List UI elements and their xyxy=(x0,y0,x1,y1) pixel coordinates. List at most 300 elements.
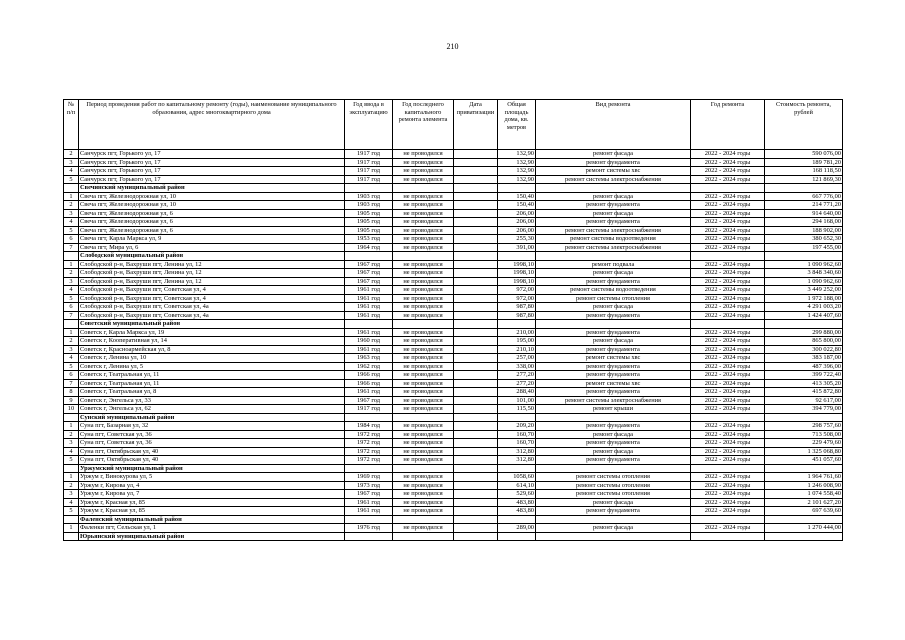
section-row xyxy=(64,515,843,524)
row-repair-type: ремонт подвала xyxy=(536,260,691,269)
row-cost: 300 022,80 xyxy=(765,345,843,354)
row-address: Советск г, Ленина ул, 5 xyxy=(79,362,345,371)
section-empty-cell xyxy=(454,184,498,193)
row-cost: 299 880,00 xyxy=(765,328,843,337)
row-privatization-date xyxy=(454,294,498,303)
row-address: Свеча пгт, Железнодорожная ул, 6 xyxy=(79,226,345,235)
row-year-built: 1961 год xyxy=(345,498,393,507)
section-row xyxy=(64,532,843,541)
section-number-cell xyxy=(64,532,79,541)
row-cost: 298 757,60 xyxy=(765,422,843,431)
row-cost: 394 779,00 xyxy=(765,405,843,414)
table-row xyxy=(64,337,843,346)
row-area: 1998,10 xyxy=(498,277,536,286)
row-year-built: 1961 год xyxy=(345,507,393,516)
row-cost: 121 869,30 xyxy=(765,175,843,184)
row-address: Слободской р-н, Вахруши пгт, Ленина ул, 12 xyxy=(79,277,345,286)
row-area: 210,00 xyxy=(498,328,536,337)
row-repair-type: ремонт фасада xyxy=(536,337,691,346)
row-last-repair: не проводился xyxy=(393,209,454,218)
row-area: 312,80 xyxy=(498,456,536,465)
row-address: Санчурск пгт, Горького ул, 17 xyxy=(79,175,345,184)
row-privatization-date xyxy=(454,328,498,337)
row-area: 338,00 xyxy=(498,362,536,371)
row-privatization-date xyxy=(454,286,498,295)
row-cost: 1 074 558,40 xyxy=(765,490,843,499)
table-row xyxy=(64,175,843,184)
row-number: 5 xyxy=(64,294,79,303)
row-repair-type: ремонт фасада xyxy=(536,303,691,312)
row-last-repair: не проводился xyxy=(393,235,454,244)
table-row xyxy=(64,379,843,388)
header-privatization: Дата приватизации xyxy=(454,100,498,150)
row-repair-year: 2022 - 2024 годы xyxy=(691,345,765,354)
section-title: Сунский муниципальный район xyxy=(79,413,345,422)
row-privatization-date xyxy=(454,354,498,363)
row-cost: 4 291 003,20 xyxy=(765,303,843,312)
row-area: 972,00 xyxy=(498,294,536,303)
section-title: Свечинский муниципальный район xyxy=(79,184,345,193)
row-cost: 197 455,00 xyxy=(765,243,843,252)
row-cost: 2 101 627,20 xyxy=(765,498,843,507)
row-address: Суна пгт, Советская ул, 36 xyxy=(79,439,345,448)
section-empty-cell xyxy=(536,464,691,473)
table-row xyxy=(64,388,843,397)
row-last-repair: не проводился xyxy=(393,388,454,397)
row-year-built: 1961 год xyxy=(345,388,393,397)
row-area: 206,00 xyxy=(498,226,536,235)
section-title: Советский муниципальный район xyxy=(79,320,345,329)
table-row xyxy=(64,430,843,439)
row-area: 391,00 xyxy=(498,243,536,252)
row-year-built: 1972 год xyxy=(345,456,393,465)
section-title: Слободской муниципальный район xyxy=(79,252,345,261)
row-year-built: 1973 год xyxy=(345,481,393,490)
row-address: Советск г, Театральная ул, 8 xyxy=(79,388,345,397)
row-privatization-date xyxy=(454,422,498,431)
row-address: Суна пгт, Октябрьская ул, 40 xyxy=(79,447,345,456)
section-number-cell xyxy=(64,515,79,524)
section-empty-cell xyxy=(393,413,454,422)
row-privatization-date xyxy=(454,235,498,244)
row-repair-type: ремонт системы электроснабжения xyxy=(536,396,691,405)
row-last-repair: не проводился xyxy=(393,345,454,354)
row-repair-type: ремонт системы хвс xyxy=(536,167,691,176)
row-privatization-date xyxy=(454,175,498,184)
row-cost: 1 090 962,60 xyxy=(765,260,843,269)
row-cost: 168 118,50 xyxy=(765,167,843,176)
row-address: Советск г, Энгельса ул, 33 xyxy=(79,396,345,405)
row-cost: 189 781,20 xyxy=(765,158,843,167)
section-empty-cell xyxy=(691,252,765,261)
row-year-built: 1976 год xyxy=(345,524,393,533)
row-area: 206,00 xyxy=(498,218,536,227)
section-empty-cell xyxy=(765,413,843,422)
section-empty-cell xyxy=(393,464,454,473)
section-empty-cell xyxy=(454,515,498,524)
table-row xyxy=(64,507,843,516)
row-cost: 3 848 340,60 xyxy=(765,269,843,278)
row-repair-type: ремонт системы отопления xyxy=(536,490,691,499)
section-row xyxy=(64,252,843,261)
row-last-repair: не проводился xyxy=(393,158,454,167)
page-number: 210 xyxy=(446,42,459,51)
row-repair-type: ремонт системы электроснабжения xyxy=(536,175,691,184)
table-row xyxy=(64,294,843,303)
table-row xyxy=(64,422,843,431)
row-area: 312,80 xyxy=(498,447,536,456)
row-last-repair: не проводился xyxy=(393,243,454,252)
row-area: 277,20 xyxy=(498,371,536,380)
row-address: Свеча пгт, Железнодорожная ул, 10 xyxy=(79,201,345,210)
row-last-repair: не проводился xyxy=(393,226,454,235)
row-number: 1 xyxy=(64,524,79,533)
row-repair-type: ремонт системы водоотведения xyxy=(536,235,691,244)
row-area: 483,80 xyxy=(498,498,536,507)
row-repair-type: ремонт фасада xyxy=(536,430,691,439)
row-repair-type: ремонт фундамента xyxy=(536,158,691,167)
row-year-built: 1960 год xyxy=(345,337,393,346)
row-year-built: 1969 год xyxy=(345,473,393,482)
row-last-repair: не проводился xyxy=(393,473,454,482)
row-address: Слободской р-н, Вахруши пгт, Ленина ул, 12 xyxy=(79,260,345,269)
row-repair-year: 2022 - 2024 годы xyxy=(691,354,765,363)
row-address: Советск г, Красноармейская ул, 8 xyxy=(79,345,345,354)
row-repair-year: 2022 - 2024 годы xyxy=(691,158,765,167)
row-privatization-date xyxy=(454,303,498,312)
section-empty-cell xyxy=(498,184,536,193)
row-year-built: 1972 год xyxy=(345,430,393,439)
row-repair-year: 2022 - 2024 годы xyxy=(691,405,765,414)
row-privatization-date xyxy=(454,260,498,269)
row-repair-type: ремонт системы отопления xyxy=(536,481,691,490)
row-address: Свеча пгт, Мира ул, 6 xyxy=(79,243,345,252)
row-last-repair: не проводился xyxy=(393,362,454,371)
row-cost: 1 325 068,80 xyxy=(765,447,843,456)
row-last-repair: не проводился xyxy=(393,481,454,490)
row-number: 5 xyxy=(64,226,79,235)
row-number: 4 xyxy=(64,218,79,227)
row-repair-year: 2022 - 2024 годы xyxy=(691,294,765,303)
section-empty-cell xyxy=(691,320,765,329)
row-repair-type: ремонт фундамента xyxy=(536,201,691,210)
section-empty-cell xyxy=(536,252,691,261)
row-repair-type: ремонт фундамента xyxy=(536,362,691,371)
row-privatization-date xyxy=(454,209,498,218)
section-empty-cell xyxy=(345,515,393,524)
row-address: Уржум г, Красная ул, 85 xyxy=(79,498,345,507)
row-repair-year: 2022 - 2024 годы xyxy=(691,235,765,244)
row-number: 1 xyxy=(64,328,79,337)
row-cost: 697 639,60 xyxy=(765,507,843,516)
table-row xyxy=(64,311,843,320)
row-year-built: 1984 год xyxy=(345,422,393,431)
section-empty-cell xyxy=(691,515,765,524)
section-empty-cell xyxy=(454,413,498,422)
row-last-repair: не проводился xyxy=(393,447,454,456)
row-cost: 1 090 962,60 xyxy=(765,277,843,286)
row-number: 4 xyxy=(64,447,79,456)
row-year-built: 1961 год xyxy=(345,328,393,337)
row-privatization-date xyxy=(454,447,498,456)
row-year-built: 1905 год xyxy=(345,226,393,235)
row-repair-type: ремонт фасада xyxy=(536,447,691,456)
section-empty-cell xyxy=(765,515,843,524)
row-repair-type: ремонт крыши xyxy=(536,405,691,414)
row-last-repair: не проводился xyxy=(393,167,454,176)
row-repair-year: 2022 - 2024 годы xyxy=(691,328,765,337)
row-repair-year: 2022 - 2024 годы xyxy=(691,226,765,235)
row-repair-year: 2022 - 2024 годы xyxy=(691,388,765,397)
row-area: 614,10 xyxy=(498,481,536,490)
row-number: 9 xyxy=(64,396,79,405)
row-privatization-date xyxy=(454,507,498,516)
row-last-repair: не проводился xyxy=(393,430,454,439)
table-row xyxy=(64,498,843,507)
row-year-built: 1917 год xyxy=(345,175,393,184)
row-last-repair: не проводился xyxy=(393,524,454,533)
row-year-built: 1917 год xyxy=(345,405,393,414)
row-area: 132,90 xyxy=(498,150,536,159)
section-empty-cell xyxy=(765,532,843,541)
row-address: Уржум г, Кирова ул, 7 xyxy=(79,490,345,499)
table-row xyxy=(64,303,843,312)
row-number: 3 xyxy=(64,439,79,448)
row-privatization-date xyxy=(454,192,498,201)
row-year-built: 1962 год xyxy=(345,362,393,371)
row-last-repair: не проводился xyxy=(393,507,454,516)
section-title: Юрьянский муниципальный район xyxy=(79,532,345,541)
section-empty-cell xyxy=(498,532,536,541)
header-area: Общая площадь дома, кв. метров xyxy=(498,100,536,150)
row-last-repair: не проводился xyxy=(393,218,454,227)
row-privatization-date xyxy=(454,405,498,414)
row-privatization-date xyxy=(454,481,498,490)
section-empty-cell xyxy=(498,464,536,473)
row-area: 255,30 xyxy=(498,235,536,244)
row-number: 1 xyxy=(64,422,79,431)
row-repair-type: ремонт фундамента xyxy=(536,345,691,354)
header-cost: Стоимость ремонта, рублей xyxy=(765,100,843,150)
row-cost: 188 902,00 xyxy=(765,226,843,235)
row-last-repair: не проводился xyxy=(393,422,454,431)
row-cost: 667 776,00 xyxy=(765,192,843,201)
row-year-built: 1917 год xyxy=(345,167,393,176)
row-number: 6 xyxy=(64,235,79,244)
table-row xyxy=(64,150,843,159)
row-year-built: 1967 год xyxy=(345,269,393,278)
row-last-repair: не проводился xyxy=(393,294,454,303)
header-year-built: Год ввода в эксплуатацию xyxy=(345,100,393,150)
row-address: Слободской р-н, Вахруши пгт, Советская ул, 4 xyxy=(79,294,345,303)
table-row xyxy=(64,209,843,218)
row-cost: 294 168,00 xyxy=(765,218,843,227)
row-cost: 383 187,00 xyxy=(765,354,843,363)
table-row xyxy=(64,456,843,465)
row-repair-year: 2022 - 2024 годы xyxy=(691,498,765,507)
row-address: Санчурск пгт, Горького ул, 17 xyxy=(79,150,345,159)
section-row xyxy=(64,413,843,422)
row-repair-year: 2022 - 2024 годы xyxy=(691,303,765,312)
row-repair-year: 2022 - 2024 годы xyxy=(691,481,765,490)
table-row xyxy=(64,447,843,456)
row-number: 6 xyxy=(64,371,79,380)
row-address: Советск г, Кооперативная ул, 14 xyxy=(79,337,345,346)
row-number: 3 xyxy=(64,345,79,354)
section-empty-cell xyxy=(454,532,498,541)
table-row xyxy=(64,269,843,278)
section-empty-cell xyxy=(498,320,536,329)
row-last-repair: не проводился xyxy=(393,286,454,295)
row-number: 1 xyxy=(64,192,79,201)
row-area: 160,70 xyxy=(498,439,536,448)
row-cost: 1 972 188,00 xyxy=(765,294,843,303)
section-empty-cell xyxy=(536,515,691,524)
row-year-built: 1961 год xyxy=(345,345,393,354)
row-number: 2 xyxy=(64,201,79,210)
row-area: 132,90 xyxy=(498,158,536,167)
row-year-built: 1917 год xyxy=(345,150,393,159)
row-privatization-date xyxy=(454,243,498,252)
row-repair-type: ремонт фундамента xyxy=(536,311,691,320)
header-row xyxy=(64,100,843,150)
row-privatization-date xyxy=(454,498,498,507)
table-row xyxy=(64,218,843,227)
row-area: 209,20 xyxy=(498,422,536,431)
row-address: Слободской р-н, Вахруши пгт, Советская ул, 4а xyxy=(79,311,345,320)
row-repair-type: ремонт фундамента xyxy=(536,507,691,516)
table-row xyxy=(64,396,843,405)
row-year-built: 1905 год xyxy=(345,209,393,218)
row-year-built: 1961 год xyxy=(345,294,393,303)
row-privatization-date xyxy=(454,158,498,167)
row-area: 257,00 xyxy=(498,354,536,363)
row-cost: 914 640,00 xyxy=(765,209,843,218)
row-number: 5 xyxy=(64,507,79,516)
header-repair-type: Вид ремонта xyxy=(536,100,691,150)
row-area: 206,00 xyxy=(498,209,536,218)
section-empty-cell xyxy=(691,413,765,422)
row-last-repair: не проводился xyxy=(393,201,454,210)
row-repair-type: ремонт фасада xyxy=(536,209,691,218)
row-repair-year: 2022 - 2024 годы xyxy=(691,507,765,516)
row-privatization-date xyxy=(454,473,498,482)
row-last-repair: не проводился xyxy=(393,303,454,312)
row-year-built: 1972 год xyxy=(345,439,393,448)
section-empty-cell xyxy=(498,515,536,524)
row-year-built: 1967 год xyxy=(345,396,393,405)
row-year-built: 1961 год xyxy=(345,286,393,295)
row-last-repair: не проводился xyxy=(393,277,454,286)
row-privatization-date xyxy=(454,269,498,278)
row-repair-type: ремонт фасада xyxy=(536,498,691,507)
row-cost: 415 872,80 xyxy=(765,388,843,397)
row-address: Свеча пгт, Железнодорожная ул, 6 xyxy=(79,209,345,218)
row-repair-type: ремонт фундамента xyxy=(536,388,691,397)
table-row xyxy=(64,524,843,533)
row-area: 150,40 xyxy=(498,192,536,201)
row-repair-type: ремонт фасада xyxy=(536,524,691,533)
row-address: Уржум г, Винокурова ул, 5 xyxy=(79,473,345,482)
row-year-built: 1903 год xyxy=(345,201,393,210)
row-repair-type: ремонт фундамента xyxy=(536,439,691,448)
row-last-repair: не проводился xyxy=(393,311,454,320)
table-row xyxy=(64,192,843,201)
row-number: 2 xyxy=(64,150,79,159)
row-number: 3 xyxy=(64,209,79,218)
row-address: Советск г, Театральная ул, 11 xyxy=(79,371,345,380)
row-year-built: 1967 год xyxy=(345,260,393,269)
section-empty-cell xyxy=(691,532,765,541)
section-empty-cell xyxy=(454,464,498,473)
row-repair-year: 2022 - 2024 годы xyxy=(691,490,765,499)
row-repair-year: 2022 - 2024 годы xyxy=(691,260,765,269)
row-last-repair: не проводился xyxy=(393,269,454,278)
row-last-repair: не проводился xyxy=(393,498,454,507)
row-repair-type: ремонт фасада xyxy=(536,269,691,278)
row-last-repair: не проводился xyxy=(393,175,454,184)
row-address: Суна пгт, Базарная ул, 32 xyxy=(79,422,345,431)
row-cost: 1 424 407,60 xyxy=(765,311,843,320)
header-address: Период проведения работ по капитальному ремонту (годы), наименование муниципального образования, адрес многоквартирного дома xyxy=(79,100,345,150)
row-last-repair: не проводился xyxy=(393,439,454,448)
table-row xyxy=(64,490,843,499)
table-row xyxy=(64,345,843,354)
section-empty-cell xyxy=(498,413,536,422)
section-empty-cell xyxy=(345,184,393,193)
row-privatization-date xyxy=(454,524,498,533)
row-repair-type: ремонт системы хвс xyxy=(536,379,691,388)
row-address: Свеча пгт, Железнодорожная ул, 6 xyxy=(79,218,345,227)
row-number: 5 xyxy=(64,456,79,465)
row-last-repair: не проводился xyxy=(393,456,454,465)
row-address: Фаленки пгт, Сельская ул, 1 xyxy=(79,524,345,533)
section-empty-cell xyxy=(765,464,843,473)
row-repair-year: 2022 - 2024 годы xyxy=(691,175,765,184)
row-number: 2 xyxy=(64,337,79,346)
row-last-repair: не проводился xyxy=(393,328,454,337)
row-repair-year: 2022 - 2024 годы xyxy=(691,473,765,482)
row-privatization-date xyxy=(454,277,498,286)
row-repair-type: ремонт фасада xyxy=(536,150,691,159)
row-repair-type: ремонт фундамента xyxy=(536,422,691,431)
row-privatization-date xyxy=(454,379,498,388)
row-area: 1998,10 xyxy=(498,260,536,269)
row-number: 3 xyxy=(64,490,79,499)
row-privatization-date xyxy=(454,218,498,227)
section-empty-cell xyxy=(536,413,691,422)
row-address: Советск г, Карла Маркса ул, 19 xyxy=(79,328,345,337)
section-empty-cell xyxy=(536,184,691,193)
row-number: 1 xyxy=(64,473,79,482)
section-row xyxy=(64,320,843,329)
row-year-built: 1905 год xyxy=(345,218,393,227)
row-last-repair: не проводился xyxy=(393,150,454,159)
row-privatization-date xyxy=(454,150,498,159)
row-address: Слободской р-н, Вахруши пгт, Советская ул, 4 xyxy=(79,286,345,295)
row-repair-type: ремонт системы электроснабжения xyxy=(536,243,691,252)
row-repair-year: 2022 - 2024 годы xyxy=(691,422,765,431)
row-number: 2 xyxy=(64,481,79,490)
row-number: 4 xyxy=(64,354,79,363)
row-year-built: 1967 год xyxy=(345,277,393,286)
row-address: Советск г, Театральная ул, 11 xyxy=(79,379,345,388)
section-row xyxy=(64,464,843,473)
row-repair-year: 2022 - 2024 годы xyxy=(691,447,765,456)
section-empty-cell xyxy=(691,464,765,473)
section-empty-cell xyxy=(345,532,393,541)
row-cost: 713 508,00 xyxy=(765,430,843,439)
